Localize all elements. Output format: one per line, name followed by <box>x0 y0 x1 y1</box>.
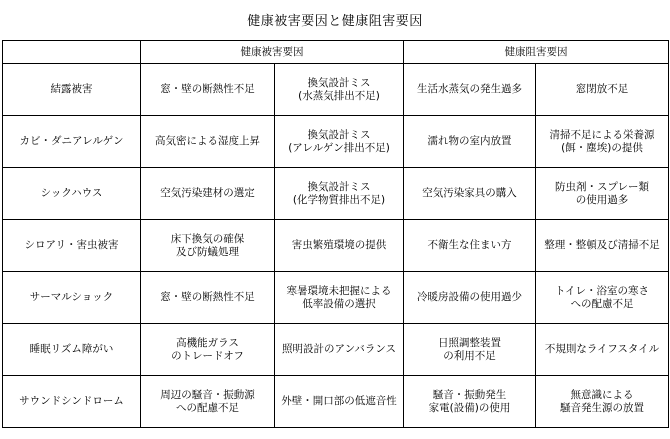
table-cell: トイレ・浴室の寒さ への配慮不足 <box>536 272 669 324</box>
row-label: 睡眠リズム障がい <box>3 324 141 376</box>
table-cell: 換気設計ミス (水蒸気排出不足) <box>275 64 404 116</box>
table-cell: 照明設計のアンバランス <box>275 324 404 376</box>
header-corner <box>3 41 141 64</box>
table-cell: 高気密による湿度上昇 <box>141 116 275 168</box>
table-cell: 害虫繁殖環境の提供 <box>275 220 404 272</box>
table-cell: 窓・壁の断熱性不足 <box>141 64 275 116</box>
header-health-damage-factors: 健康被害要因 <box>141 41 404 64</box>
table-cell: 外壁・開口部の低遮音性 <box>275 376 404 428</box>
table-cell: 換気設計ミス (アレルゲン排出不足) <box>275 116 404 168</box>
table-row <box>3 220 669 272</box>
table-row <box>3 116 669 168</box>
table-cell: 防虫剤・スプレー類 の使用過多 <box>536 168 669 220</box>
table-cell: 高機能ガラス のトレードオフ <box>141 324 275 376</box>
header-health-inhibiting-factors: 健康阻害要因 <box>404 41 669 64</box>
page-title: 健康被害要因と健康阻害要因 <box>247 14 423 29</box>
table-cell: 空気汚染建材の選定 <box>141 168 275 220</box>
table-row <box>3 272 669 324</box>
table-cell: 濡れ物の室内放置 <box>404 116 536 168</box>
table-cell: 窓閉放不足 <box>536 64 669 116</box>
row-label: カビ・ダニアレルゲン <box>3 116 141 168</box>
row-label: シロアリ・害虫被害 <box>3 220 141 272</box>
table-row <box>3 168 669 220</box>
row-label: サウンドシンドローム <box>3 376 141 428</box>
table-row <box>3 376 669 428</box>
table-cell: 日照調整装置 の利用不足 <box>404 324 536 376</box>
table-cell: 周辺の騒音・振動源 への配慮不足 <box>141 376 275 428</box>
table-cell: 整理・整頓及び清掃不足 <box>536 220 669 272</box>
row-label: サーマルショック <box>3 272 141 324</box>
header-row <box>3 41 669 64</box>
table-cell: 空気汚染家具の購入 <box>404 168 536 220</box>
table-cell: 不規則なライフスタイル <box>536 324 669 376</box>
table-row <box>3 324 669 376</box>
table-row <box>3 64 669 116</box>
table-cell: 生活水蒸気の発生過多 <box>404 64 536 116</box>
table-cell: 清掃不足による栄養源 (餌・塵埃)の提供 <box>536 116 669 168</box>
table-cell: 窓・壁の断熱性不足 <box>141 272 275 324</box>
row-label: シックハウス <box>3 168 141 220</box>
table-cell: 床下換気の確保 及び防蟻処理 <box>141 220 275 272</box>
table-cell: 不衛生な住まい方 <box>404 220 536 272</box>
table-cell: 寒暑環境未把握による 低率設備の選択 <box>275 272 404 324</box>
table-cell: 換気設計ミス (化学物質排出不足) <box>275 168 404 220</box>
factors-table <box>2 40 669 428</box>
table-cell: 無意識による 騒音発生源の放置 <box>536 376 669 428</box>
table-cell: 騒音・振動発生 家電(設備)の使用 <box>404 376 536 428</box>
row-label: 結露被害 <box>3 64 141 116</box>
table-cell: 冷暖房設備の使用過少 <box>404 272 536 324</box>
